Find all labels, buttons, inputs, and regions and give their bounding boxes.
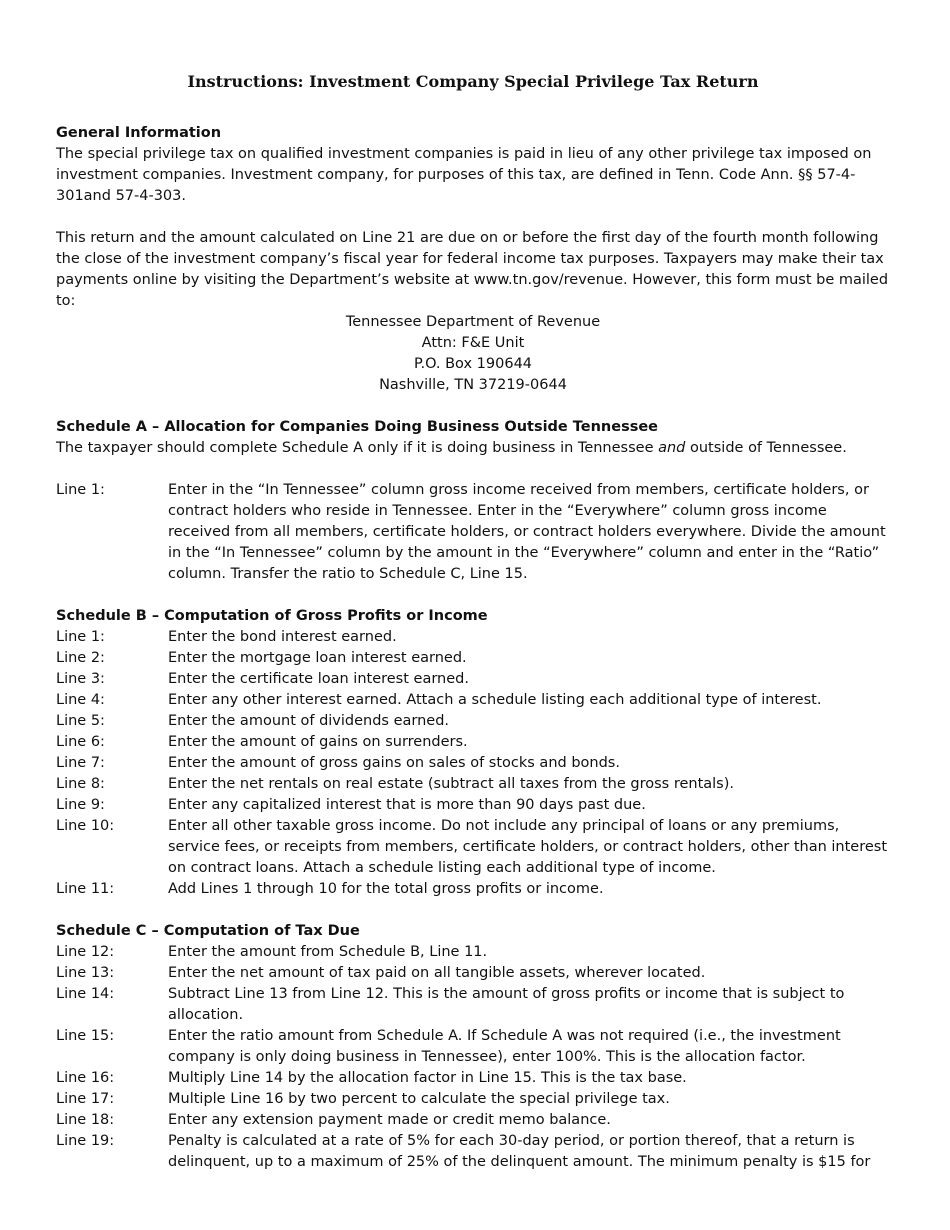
line-label: Line 1: bbox=[56, 482, 105, 498]
line-text: Enter the bond interest earned. bbox=[168, 629, 397, 645]
address-line: Attn: F&E Unit bbox=[421, 335, 525, 351]
instruction-line bbox=[56, 669, 890, 690]
line-label: Line 5: bbox=[56, 713, 105, 729]
line-text: Enter any capitalized interest that is more than 90 days past due. bbox=[168, 797, 646, 813]
line-text: Enter the amount of dividends earned. bbox=[168, 713, 450, 729]
line-label: Line 10: bbox=[56, 818, 115, 834]
line-label: Line 8: bbox=[56, 776, 105, 792]
line-text: Enter the net rentals on real estate (subtract all taxes from the gross rentals). bbox=[168, 776, 734, 792]
line-text: Multiply Line 14 by the allocation factor in Line 15. This is the tax base. bbox=[168, 1070, 687, 1086]
line-text: Enter the net amount of tax paid on all tangible assets, wherever located. bbox=[168, 965, 706, 981]
line-text: Enter in the “In Tennessee” column gross income received from members, certificate holders, or contract holders who reside in Tennessee. Enter in the “Everywhere” column gross income received from all members, certificate holders, or contract holders everywhere. Divide the amount in the “In Tennessee” column by the amount in the “Everywhere” column and enter in the “Ratio” column. Transfer the ratio to Schedule C, Line 15. bbox=[168, 482, 886, 582]
address-line: Tennessee Department of Revenue bbox=[345, 314, 601, 330]
document-page bbox=[56, 70, 890, 1173]
general-information-section bbox=[56, 123, 890, 396]
schedule-c-heading: Schedule C – Computation of Tax Due bbox=[56, 923, 360, 939]
line-label: Line 13: bbox=[56, 965, 115, 981]
general-paragraph-2: This return and the amount calculated on Line 21 are due on or before the first day of the fourth month following the close of the investment company’s fiscal year for federal income tax purposes. Taxpayers may make their tax payments online by visiting the Department’s website at www.tn.gov/revenue. However, this form must be mailed to: bbox=[56, 230, 889, 309]
line-label: Line 11: bbox=[56, 881, 115, 897]
schedule-b-section bbox=[56, 606, 890, 900]
instruction-line bbox=[56, 1110, 890, 1131]
instruction-line bbox=[56, 480, 890, 585]
instruction-line bbox=[56, 753, 890, 774]
line-text: Enter all other taxable gross income. Do not include any principal of loans or any premiums, service fees, or receipts from members, certificate holders, or contract holders, other than interest on contract loans. Attach a schedule listing each additional type of income. bbox=[168, 818, 888, 876]
instruction-line bbox=[56, 1068, 890, 1089]
instruction-line bbox=[56, 732, 890, 753]
instruction-line bbox=[56, 795, 890, 816]
line-label: Line 15: bbox=[56, 1028, 115, 1044]
instruction-line bbox=[56, 816, 890, 879]
line-text: Subtract Line 13 from Line 12. This is the amount of gross profits or income that is subject to allocation. bbox=[168, 986, 845, 1023]
line-label: Line 9: bbox=[56, 797, 105, 813]
line-label: Line 1: bbox=[56, 629, 105, 645]
instruction-line bbox=[56, 690, 890, 711]
schedule-a-lines bbox=[56, 480, 890, 585]
line-label: Line 3: bbox=[56, 671, 105, 687]
address-line: P.O. Box 190644 bbox=[413, 356, 533, 372]
schedule-a-intro: The taxpayer should complete Schedule A only if it is doing business in Tennessee and outside of Tennessee. bbox=[56, 440, 847, 456]
line-text: Enter the ratio amount from Schedule A. If Schedule A was not required (i.e., the investment company is only doing business in Tennessee), enter 100%. This is the allocation factor. bbox=[168, 1028, 841, 1065]
page-title: Instructions: Investment Company Special Privilege Tax Return bbox=[187, 72, 759, 91]
schedule-a-heading: Schedule A – Allocation for Companies Doing Business Outside Tennessee bbox=[56, 419, 659, 435]
line-text: Add Lines 1 through 10 for the total gross profits or income. bbox=[168, 881, 604, 897]
line-label: Line 4: bbox=[56, 692, 105, 708]
schedule-a-section bbox=[56, 417, 890, 585]
line-label: Line 17: bbox=[56, 1091, 115, 1107]
line-label: Line 19: bbox=[56, 1133, 115, 1149]
instruction-line bbox=[56, 984, 890, 1026]
line-text: Enter the certificate loan interest earned. bbox=[168, 671, 469, 687]
schedule-b-heading: Schedule B – Computation of Gross Profits or Income bbox=[56, 608, 488, 624]
line-label: Line 7: bbox=[56, 755, 105, 771]
instruction-line bbox=[56, 648, 890, 669]
general-information-heading: General Information bbox=[56, 125, 222, 141]
line-label: Line 12: bbox=[56, 944, 115, 960]
instruction-line bbox=[56, 1089, 890, 1110]
schedule-b-lines bbox=[56, 627, 890, 900]
instruction-line bbox=[56, 627, 890, 648]
line-text: Penalty is calculated at a rate of 5% for each 30-day period, or portion thereof, that a return is delinquent, up to a maximum of 25% of the delinquent amount. The minimum penalty is $15 for bbox=[168, 1133, 871, 1170]
mailing-address bbox=[56, 312, 890, 396]
line-label: Line 6: bbox=[56, 734, 105, 750]
line-label: Line 16: bbox=[56, 1070, 115, 1086]
instruction-line bbox=[56, 942, 890, 963]
schedule-c-lines bbox=[56, 942, 890, 1173]
line-label: Line 18: bbox=[56, 1112, 115, 1128]
line-text: Enter the mortgage loan interest earned. bbox=[168, 650, 467, 666]
line-text: Enter the amount of gains on surrenders. bbox=[168, 734, 468, 750]
general-paragraph-1: The special privilege tax on qualified investment companies is paid in lieu of any other privilege tax imposed on investment companies. Investment company, for purposes of this tax, are defined in Tenn. Code Ann. §§ 57-4-301and 57-4-303. bbox=[56, 146, 872, 204]
instruction-line bbox=[56, 1026, 890, 1068]
instruction-line bbox=[56, 963, 890, 984]
schedule-c-section bbox=[56, 921, 890, 1173]
instruction-line bbox=[56, 1131, 890, 1173]
line-text: Enter any extension payment made or credit memo balance. bbox=[168, 1112, 611, 1128]
line-text: Enter the amount of gross gains on sales of stocks and bonds. bbox=[168, 755, 620, 771]
line-text: Enter the amount from Schedule B, Line 11. bbox=[168, 944, 488, 960]
instruction-line bbox=[56, 711, 890, 732]
line-label: Line 2: bbox=[56, 650, 105, 666]
address-line: Nashville, TN 37219-0644 bbox=[379, 377, 567, 393]
line-label: Line 14: bbox=[56, 986, 115, 1002]
line-text: Enter any other interest earned. Attach a schedule listing each additional type of interest. bbox=[168, 692, 822, 708]
line-text: Multiple Line 16 by two percent to calculate the special privilege tax. bbox=[168, 1091, 670, 1107]
instruction-line bbox=[56, 879, 890, 900]
instruction-line bbox=[56, 774, 890, 795]
